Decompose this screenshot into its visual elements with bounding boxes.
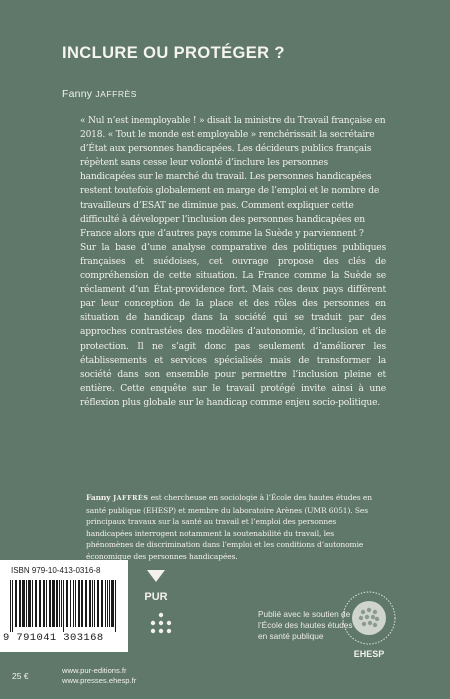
barcode-bar <box>115 580 116 632</box>
url-ehesp: www.presses.ehesp.fr <box>62 676 137 685</box>
barcode-icon <box>10 580 118 632</box>
pur-dots-icon <box>150 612 172 634</box>
barcode-bar <box>12 580 13 632</box>
ehesp-logo <box>338 588 400 662</box>
blurb <box>80 114 386 410</box>
ehesp-logo-text: EHESP <box>353 649 385 659</box>
barcode-bar <box>66 580 68 627</box>
barcode-bar <box>75 580 76 627</box>
blurb-paragraph-2: Sur la base d’une analyse comparative des politiques publiques françaises et suédoises, cet ouvrage propose des clés de compréhension de cette situation. La France comme la Suède se réclament d’un État-providence fort. Mais ces deux pays diffèrent par leur conception de la place et des rôles des personnes en situation de handicap dans la société qui se traduit par des approches contrastées des modèles d’autonomie, d’inclusion et de protection. Il ne s’agit donc pas seulement d’améliorer les établissements et services spécialisés mais de transformer la société dans son ensemble pour permettre l’inclusion pleine et entière. Cette enquête sur le travail protégé invite ainsi à une réflexion plus globale sur le handicap comme enjeu socio-politique. <box>80 242 386 408</box>
barcode-bar <box>28 580 31 627</box>
barcode-bar <box>109 580 110 627</box>
author-name <box>62 88 137 100</box>
bio-author-first-name: Fanny <box>86 493 111 502</box>
support-line-3: en santé publique <box>258 631 324 642</box>
barcode-bar <box>19 580 21 627</box>
barcode-bar <box>56 580 58 627</box>
barcode-bar <box>78 580 80 627</box>
barcode-bar <box>26 580 27 627</box>
price: 25 € <box>12 671 29 681</box>
barcode-bar <box>81 580 83 627</box>
pur-logo <box>143 570 169 608</box>
isbn: ISBN 979-10-413-0316-8 <box>11 566 101 575</box>
barcode-bar <box>70 580 71 627</box>
author-first-name: Fanny <box>62 88 93 100</box>
bio-author-last-name: JAFFRÈS <box>113 494 149 502</box>
barcode-bar <box>22 580 25 627</box>
barcode-bar <box>94 580 95 627</box>
barcode-bar <box>101 580 103 627</box>
barcode-bar <box>43 580 45 627</box>
barcode-bar <box>59 580 60 627</box>
blurb-paragraph-1: « Nul n’est inemployable ! » disait la ministre du Travail française en 2018. « Tout le monde est employable » renchérissait la secrétaire d’État aux personnes handicapées. Les décideurs publics français répètent sans cesse leur volonté d’inclure les personnes handicapées sur le marché du travail. Les personnes handicapées restent toutefois globalement en marge de l’emploi et le nombre de travailleurs d’ESAT ne diminue pas. Comment expliquer cette difficulté à développer l’inclusion des personnes handicapées en France alors que d’autres pays comme la Suède y parviennent ? <box>80 116 386 239</box>
barcode-bar <box>92 580 93 627</box>
pur-logo-text: PUR <box>144 591 168 603</box>
support-line-1: Publié avec le soutien de <box>258 609 351 619</box>
barcode-bar <box>39 580 41 627</box>
barcode-bar <box>35 580 37 627</box>
barcode-bar <box>85 580 87 627</box>
barcode-bar <box>49 580 51 627</box>
barcode-bar <box>63 580 64 632</box>
barcode-bar <box>52 580 55 627</box>
barcode-bar <box>107 580 108 627</box>
author-bio <box>86 492 382 562</box>
barcode-bar <box>46 580 47 627</box>
barcode-bar <box>89 580 91 627</box>
bio-text: est chercheuse en sociologie à l’École des hautes études en santé publique (EHESP) et membre du laboratoire Arènes (UMR 6051). Ses principaux travaux sur la santé au travail et l’emploi des personnes handicapées interrogent notamment la soutenabilité du travail, les phénomènes de discrimination dans l’emploi et les conditions d’autonomie économique des personnes handicapées. <box>86 493 372 561</box>
barcode-bar <box>61 580 62 627</box>
barcode-bar <box>97 580 99 627</box>
author-last-name: JAFFRÈS <box>95 89 138 99</box>
barcode-bar <box>111 580 114 627</box>
barcode-bar <box>10 580 11 632</box>
barcode-bar <box>15 580 17 627</box>
barcode-panel <box>0 560 128 652</box>
publisher-urls <box>62 666 136 686</box>
support-line-2: l’École des hautes études <box>258 620 353 631</box>
barcode-bar <box>73 580 74 627</box>
barcode-digits: 9 791041 303168 <box>3 632 104 644</box>
book-title: INCLURE OU PROTÉGER ? <box>62 44 285 62</box>
url-pur: www.pur-editions.fr <box>62 666 127 675</box>
barcode-bar <box>32 580 33 627</box>
bio-author-name <box>86 493 148 502</box>
barcode-bar <box>105 580 106 627</box>
